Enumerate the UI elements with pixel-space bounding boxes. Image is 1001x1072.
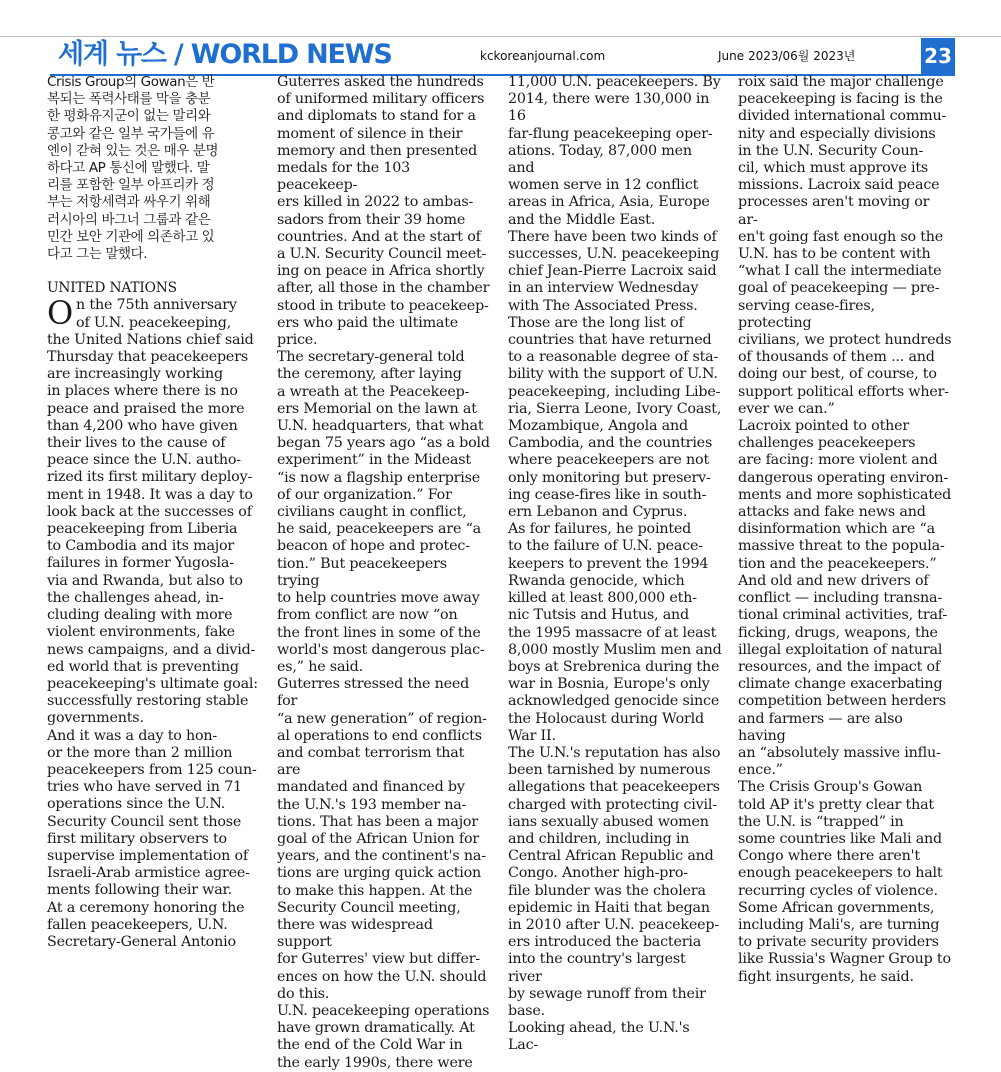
column-4-text: roix said the major challenge peacekeeping is facing is the divided international commu- nity and especially divisions in the U.N. Security Coun- cil, which must approve its missions. Lacroix said peace processes aren't moving or ar- en't going fast enough so the U.N. has to be content with “what I call the intermediate goal of peacekeeping — pre- serving cease-fires, protecting civilians, we protect hundreds of thousands of them ... and doing our best, of course, to support political efforts wher- ever we can.” Lacroix pointed to other challenges peacekeepers are facing: more violent and dangerous operating environ- ments and more sophisticated attacks and fake news and disinformation which are “a massive threat to the popula- tion and the peacekeepers.” And old and new drivers of conflict — including transna- tional criminal activities, traf- ficking, drugs, weapons, the illegal exploitation of natural resources, and the impact of climate change exacerbating competition between herders and farmers — are also having an “absolutely massive influ- ence.” The Crisis Group's Gowan told AP it's pretty clear that the U.N. is “trapped” in some countries like Mali and Congo where there aren't enough peacekeepers to halt recurring cycles of violence. Some African governments, including Mali's, are turning to private security providers like Russia's Wagner Group to fight insurgents, he said. xyxy=(738,74,952,985)
article-column-4 xyxy=(738,74,952,985)
article-column-2 xyxy=(277,74,491,1071)
column-3-text: 11,000 U.N. peacekeepers. By 2014, there were 130,000 in 16 far-flung peacekeeping oper- ations. Today, 87,000 men and women serve in 12 conflict areas in Africa, Asia, Europe and the Middle East. There have been two kinds of successes, U.N. peacekeeping chief Jean-Pierre Lacroix said in an interview Wednesday with The Associated Press. Those are the long list of countries that have returned to a reasonable degree of sta- bility with the support of U.N. peacekeeping, including Libe- ria, Sierra Leone, Ivory Coast, Mozambique, Angola and Cambodia, and the countries where peacekeepers are not only monitoring but preserv- ing cease-fires like in south- ern Lebanon and Cyprus. As for failures, he pointed to the failure of U.N. peace- keepers to prevent the 1994 Rwanda genocide, which killed at least 800,000 eth- nic Tutsis and Hutus, and the 1995 massacre of at least 8,000 mostly Muslim men and boys at Srebrenica during the war in Bosnia, Europe's only acknowledged genocide since the Holocaust during World War II. The U.N.'s reputation has also been tarnished by numerous allegations that peacekeepers charged with protecting civil- ians sexually abused women and children, including in Central African Republic and Congo. Another high-pro- file blunder was the cholera epidemic in Haiti that began in 2010 after U.N. peacekeep- ers introduced the bacteria into the country's largest river by sewage runoff from their base. Looking ahead, the U.N.'s Lac- xyxy=(508,74,722,1054)
issue-date: June 2023/06월 2023년 xyxy=(718,49,856,63)
article-column-1 xyxy=(47,74,261,974)
korean-summary: Crisis Group의 Gowan은 반 복되는 폭력사태를 막을 충분 한 평화유지군이 없는 말리와 콩고와 같은 일부 국가들에 유 엔이 갇혀 있는 것은 매우 분명 하다고 AP 통신에 말했다. 말 리를 포함한 일부 아프리카 정 부는 저항세력과 싸우기 위해 러시아의 바그너 그룹과 같은 민간 보안 기관에 의존하고 있 다고 그는 말했다. xyxy=(47,74,219,263)
drop-cap: O xyxy=(47,294,74,333)
column-1-text: n the 75th anniversary of U.N. peacekeeping, the United Nations chief said Thursday that peacekeepers are increasingly working in places where there is no peace and praised the more than 4,200 who have given their lives to the cause of peace since the U.N. autho- rized its first military deploy- ment in 1948. It was a day to look back at the successes of peacekeeping from Liberia to Cambodia and its major failures in former Yugosla- via and Rwanda, but also to the challenges ahead, in- cluding dealing with more violent environments, fake news campaigns, and a divid- ed world that is preventing peacekeeping's ultimate goal: successfully restoring stable governments. And it was a day to hon- or the more than 2 million peacekeepers from 125 coun- tries who have served in 71 operations since the U.N. Security Council sent those first military observers to supervise implementation of Israeli-Arab armistice agree- ments following their war. At a ceremony honoring the fallen peacekeepers, U.N. Secretary-General Antonio xyxy=(47,297,258,950)
dateline: UNITED NATIONS xyxy=(47,280,177,297)
page-number: 23 xyxy=(921,38,955,74)
column-2-text: Guterres asked the hundreds of uniformed military officers and diplomats to stand for a moment of silence in their memory and then presented medals for the 103 peacekeep- ers killed in 2022 to ambas- sadors from their 39 home countries. And at the start of a U.N. Security Council meet- ing on peace in Africa shortly after, all those in the chamber stood in tribute to peacekeep- ers who paid the ultimate price. The secretary-general told the ceremony, after laying a wreath at the Peacekeep- ers Memorial on the lawn at U.N. headquarters, that what began 75 years ago “as a bold experiment” in the Mideast “is now a flagship enterprise of our organization.” For civilians caught in conflict, he said, peacekeepers are “a beacon of hope and protec- tion.” But peacekeepers trying to help countries move away from conflict are now “on the front lines in some of the world's most dangerous plac- es,” he said. Guterres stressed the need for “a new generation” of region- al operations to end conflicts and combat terrorism that are mandated and financed by the U.N.'s 193 member na- tions. That has been a major goal of the African Union for years, and the continent's na- tions are urging quick action to make this happen. At the Security Council meeting, there was widespread support for Guterres' view but differ- ences on how the U.N. should do this. U.N. peacekeeping operations have grown dramatically. At the end of the Cold War in the early 1990s, there were xyxy=(277,74,490,1071)
site-url[interactable]: kckoreanjournal.com xyxy=(480,49,606,63)
section-title: 세계 뉴스 / WORLD NEWS xyxy=(58,39,392,70)
lead-paragraph xyxy=(47,294,261,951)
article-column-3 xyxy=(508,74,722,1054)
top-rule xyxy=(0,36,1001,37)
page-header xyxy=(50,38,955,74)
